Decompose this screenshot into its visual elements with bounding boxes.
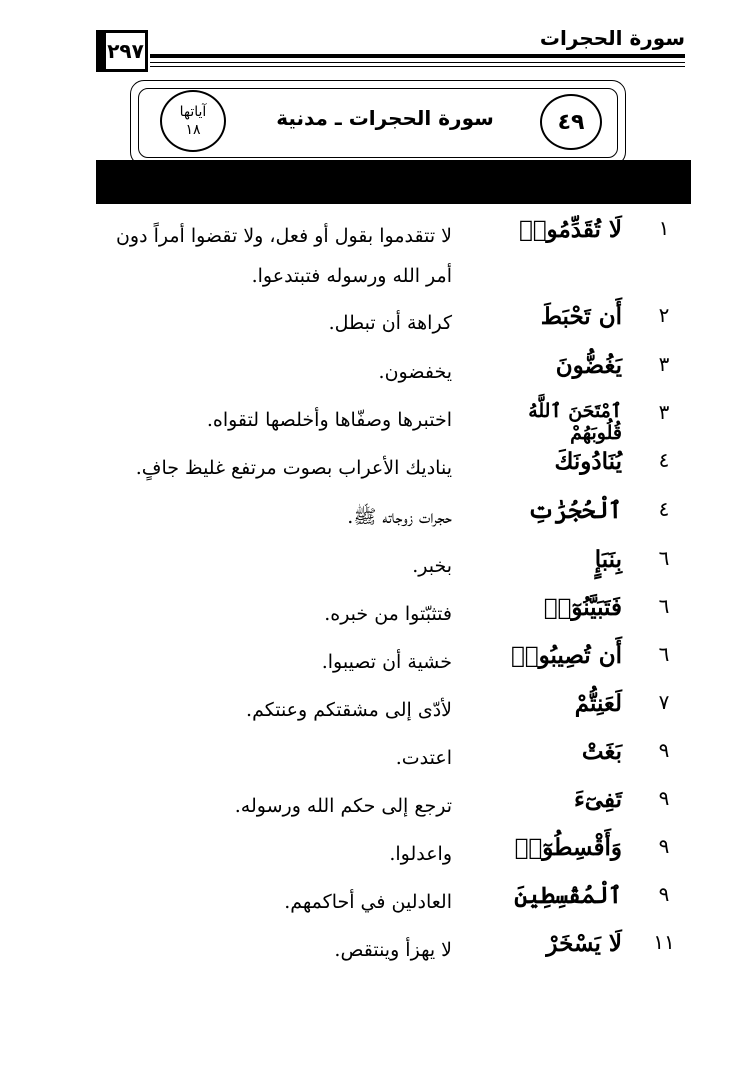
quran-word: يَغُضُّونَ <box>555 352 622 379</box>
ayah-number: ٣ <box>658 400 670 424</box>
word-meaning: حجرات زوجاته ﷺ. <box>347 506 452 528</box>
quran-word: ٱلْحُجُرَٰتِ <box>527 497 622 524</box>
surah-number-circle: ٤٩ <box>540 94 602 150</box>
ayah-number: ٣ <box>658 352 670 376</box>
word-meaning: العادلين في أحاكمهم. <box>284 891 452 913</box>
quran-word: وَأَقْسِطُوٓا۟ <box>514 834 622 861</box>
ayah-number: ١١ <box>653 930 675 954</box>
word-meaning: لا يهزأ وينتقص. <box>334 939 452 961</box>
word-meaning: اختبرها وصفّاها وأخلصها لتقواه. <box>206 409 452 431</box>
ayah-number: ٦ <box>658 546 670 570</box>
quran-word: أَن تَحْبَطَ <box>540 303 622 330</box>
quran-word: لَا تُقَدِّمُوا۟ <box>518 216 622 243</box>
ayah-number: ٦ <box>658 594 670 618</box>
word-meaning: كراهة أن تبطل. <box>328 312 452 334</box>
word-meaning: اعتدت. <box>395 747 452 769</box>
header-rule <box>150 54 685 58</box>
quran-word: لَا يَسْخَرْ <box>546 930 622 957</box>
ayah-number: ٩ <box>658 786 670 810</box>
quran-word: أَن تُصِيبُوا۟ <box>510 642 622 669</box>
word-meaning: يناديك الأعراب بصوت مرتفع غليظ جافٍ. <box>135 457 452 479</box>
section-bar <box>96 160 691 204</box>
quran-word: ٱلْمُقْسِطِينَ <box>514 882 622 909</box>
quran-word: تَفِىٓءَ <box>573 786 622 813</box>
word-meaning: ترجع إلى حكم الله ورسوله. <box>234 795 452 817</box>
surah-name: سورة الحجرات ـ مدنية <box>276 106 494 130</box>
ayah-number: ١ <box>658 216 670 240</box>
word-meaning: خشية أن تصيبوا. <box>321 651 452 673</box>
ayah-number: ٩ <box>658 882 670 906</box>
word-meaning: فتثبّتوا من خبره. <box>324 603 452 625</box>
ayah-number: ٩ <box>658 738 670 762</box>
quran-word: بِنَبَإٍ <box>594 546 622 573</box>
header-rule-thin-2 <box>150 66 685 67</box>
word-meaning: بخبر. <box>412 555 452 577</box>
ayah-number: ٢ <box>658 303 670 327</box>
ayat-count-circle <box>160 90 226 152</box>
quran-word: لَعَنِتُّمْ <box>574 690 622 717</box>
ayah-number: ٧ <box>658 690 670 714</box>
word-meaning: واعدلوا. <box>389 843 452 865</box>
ayat-label: آياتها <box>179 104 207 120</box>
word-meaning: لأدّى إلى مشقتكم وعنتكم. <box>246 699 452 721</box>
ayah-number: ٩ <box>658 834 670 858</box>
ayah-number: ٤ <box>658 448 670 472</box>
ayah-number: ٤ <box>658 497 670 521</box>
quran-word: فَتَبَيَّنُوٓا۟ <box>543 594 622 621</box>
ayah-number: ٦ <box>658 642 670 666</box>
header-rule-thin <box>150 62 685 63</box>
quran-word: ٱمْتَحَنَ ٱللَّهُ قُلُوبَهُمْ <box>528 400 622 444</box>
quran-word: يُنَادُونَكَ <box>554 448 622 475</box>
running-header-title: سورة الحجرات <box>539 26 685 50</box>
page-number: ٢٩٧ <box>96 30 148 72</box>
word-meaning: لا تتقدموا بقول أو فعل، ولا تقضوا أمراً دون أمر الله ورسوله فتبتدعوا. <box>115 225 452 287</box>
quran-word: بَغَتْ <box>581 738 622 765</box>
ayat-count: ١٨ <box>185 122 201 138</box>
word-meaning: يخفضون. <box>378 361 452 383</box>
